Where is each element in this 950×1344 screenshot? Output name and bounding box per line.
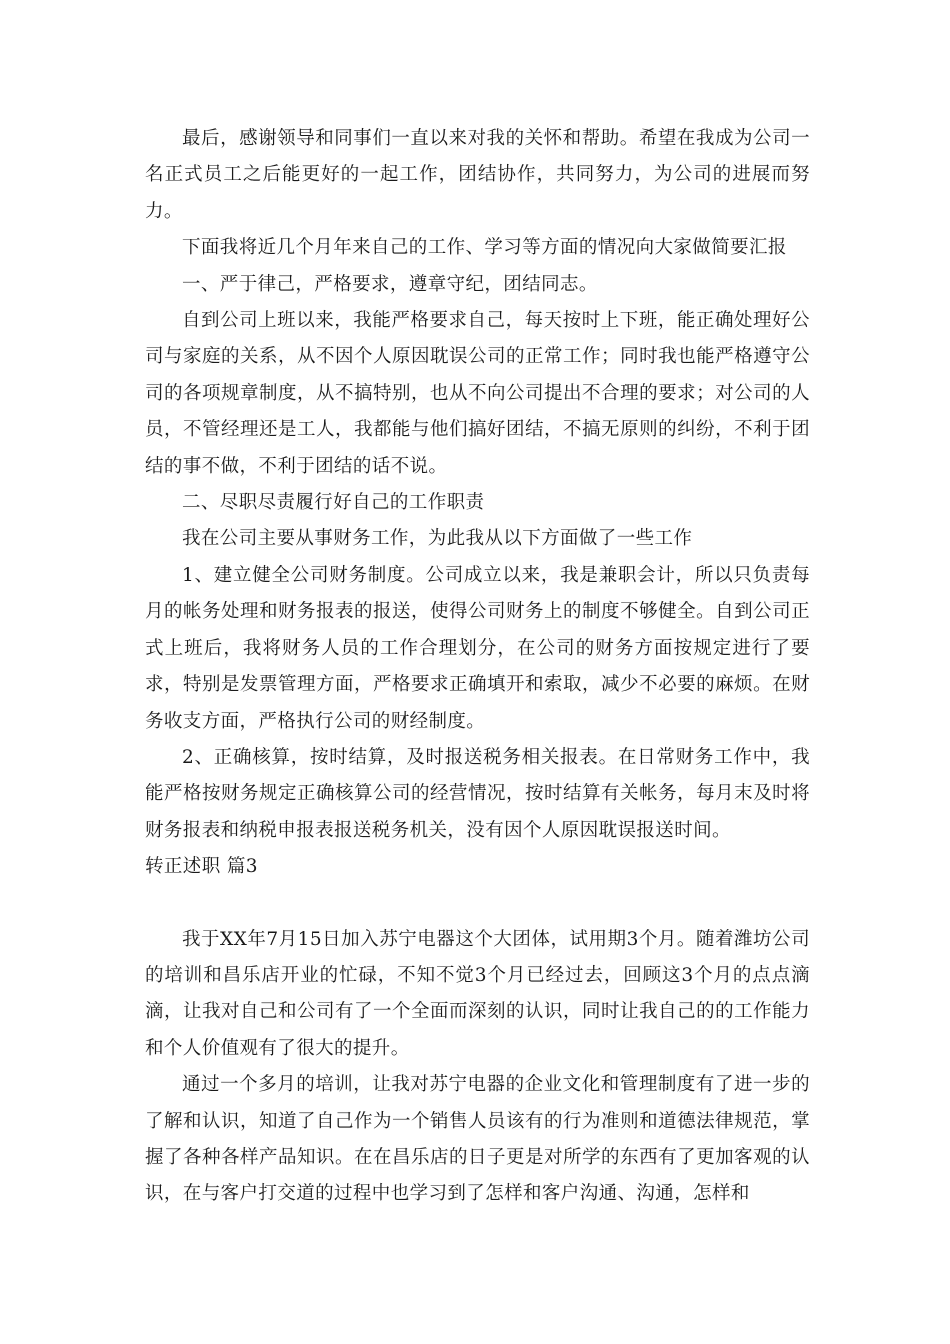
paragraph-closing-thanks: 最后，感谢领导和同事们一直以来对我的关怀和帮助。希望在我成为公司一名正式员工之后能更好的一起工作，团结协作，共同努力，为公司的进展而努力。 bbox=[145, 128, 810, 222]
heading-discipline: 一、严于律己，严格要求，遵章守纪，团结同志。 bbox=[182, 273, 598, 295]
document-body bbox=[145, 121, 810, 1213]
paragraph-joining: 我于XX年7月15日加入苏宁电器这个大团体，试用期3个月。随着潍坊公司的培训和昌乐店开业的忙碌，不知不觉3个月已经过去，回顾这3个月的点点滴滴，让我对自己和公司有了一个全面而深刻的认识，同时让我自己的的工作能力和个人价值观有了很大的提升。 bbox=[145, 928, 810, 1059]
paragraph-finance-system: 1、建立健全公司财务制度。公司成立以来，我是兼职会计，所以只负责每月的帐务处理和财务报表的报送，使得公司财务上的制度不够健全。自到公司正式上班后，我将财务人员的工作合理划分，在公司的财务方面按规定进行了要求，特别是发票管理方面，严格要求正确填开和索取，减少不必要的麻烦。在财务收支方面，严格执行公司的财经制度。 bbox=[145, 564, 810, 732]
paragraph-finance-work: 我在公司主要从事财务工作，为此我从以下方面做了一些工作 bbox=[182, 528, 693, 550]
section-heading: 转正述职 篇3 bbox=[145, 856, 258, 878]
paragraph-report-intro: 下面我将近几个月年来自己的工作、学习等方面的情况向大家做简要汇报 bbox=[182, 237, 787, 259]
heading-duties: 二、尽职尽责履行好自己的工作职责 bbox=[182, 492, 485, 514]
paragraph-training: 通过一个多月的培训，让我对苏宁电器的企业文化和管理制度有了进一步的了解和认识，知道了自己作为一个销售人员该有的行为准则和道德法律规范，掌握了各种各样产品知识。在在昌乐店的日子更是对所学的东西有了更加客观的认识，在与客户打交道的过程中也学习到了怎样和客户沟通、沟通，怎样和 bbox=[145, 1074, 810, 1205]
section-spacer bbox=[145, 886, 810, 922]
paragraph-discipline: 自到公司上班以来，我能严格要求自己，每天按时上下班，能正确处理好公司与家庭的关系，从不因个人原因耽误公司的正常工作；同时我也能严格遵守公司的各项规章制度，从不搞特别，也从不向公司提出不合理的要求；对公司的人员，不管经理还是工人，我都能与他们搞好团结，不搞无原则的纠纷，不利于团结的事不做，不利于团结的话不说。 bbox=[145, 310, 810, 477]
paragraph-accounting: 2、正确核算，按时结算，及时报送税务相关报表。在日常财务工作中，我能严格按财务规定正确核算公司的经营情况，按时结算有关帐务，每月末及时将财务报表和纳税申报表报送税务机关，没有因个人原因耽误报送时间。 bbox=[145, 746, 810, 841]
